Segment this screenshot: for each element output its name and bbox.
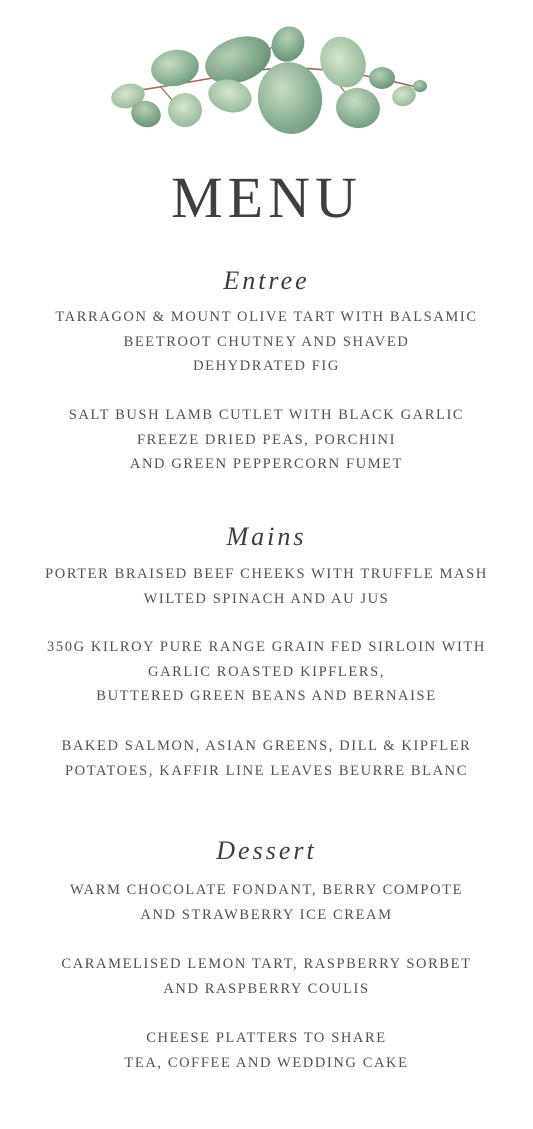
dish-dessert-1 bbox=[0, 878, 533, 927]
dish-line: CARAMELISED LEMON TART, RASPBERRY SORBET bbox=[61, 956, 472, 972]
dish-line: AND GREEN PEPPERCORN FUMET bbox=[129, 456, 404, 473]
dish-line: AND STRAWBERRY ICE CREAM bbox=[140, 906, 393, 923]
page-title: MENU bbox=[171, 165, 362, 230]
section-heading-dessert: Dessert bbox=[216, 836, 317, 865]
dish-mains-3 bbox=[0, 734, 533, 783]
dish-line: TARRAGON & MOUNT OLIVE TART WITH BALSAMIC bbox=[55, 309, 478, 325]
dish-line: WILTED SPINACH AND AU JUS bbox=[143, 590, 390, 607]
dish-line: POTATOES, KAFFIR LINE LEAVES BEURRE BLANC bbox=[64, 762, 469, 779]
dish-line: BEETROOT CHUTNEY AND SHAVED bbox=[123, 333, 410, 350]
dish-line: FREEZE DRIED PEAS, PORCHINI bbox=[136, 431, 397, 448]
dish-line: GARLIC ROASTED KIPFLERS, bbox=[148, 663, 385, 680]
dish-line: BAKED SALMON, ASIAN GREENS, DILL & KIPFLER bbox=[61, 738, 472, 754]
dish-line: BUTTERED GREEN BEANS AND BERNAISE bbox=[96, 688, 437, 705]
dish-line: DEHYDRATED FIG bbox=[193, 358, 340, 375]
dish-dessert-2 bbox=[0, 952, 533, 1001]
dish-line: PORTER BRAISED BEEF CHEEKS WITH TRUFFLE MASH bbox=[45, 566, 488, 582]
eucalyptus-garland-icon bbox=[100, 18, 435, 143]
dish-line: TEA, COFFEE AND WEDDING CAKE bbox=[124, 1054, 409, 1071]
dish-mains-2 bbox=[0, 635, 533, 709]
section-heading-mains: Mains bbox=[226, 522, 307, 551]
section-heading-entree: Entree bbox=[223, 266, 310, 295]
dish-line: CHEESE PLATTERS TO SHARE bbox=[146, 1030, 387, 1046]
dish-entree-1 bbox=[0, 305, 533, 379]
dish-dessert-3 bbox=[0, 1026, 533, 1075]
dish-line: WARM CHOCOLATE FONDANT, BERRY COMPOTE bbox=[69, 882, 464, 898]
dish-line: SALT BUSH LAMB CUTLET WITH BLACK GARLIC bbox=[68, 407, 465, 423]
dish-line: AND RASPBERRY COULIS bbox=[163, 980, 370, 997]
dish-entree-2 bbox=[0, 403, 533, 477]
dish-line: 350G KILROY PURE RANGE GRAIN FED SIRLOIN WITH bbox=[47, 639, 486, 655]
dish-mains-1 bbox=[0, 562, 533, 611]
